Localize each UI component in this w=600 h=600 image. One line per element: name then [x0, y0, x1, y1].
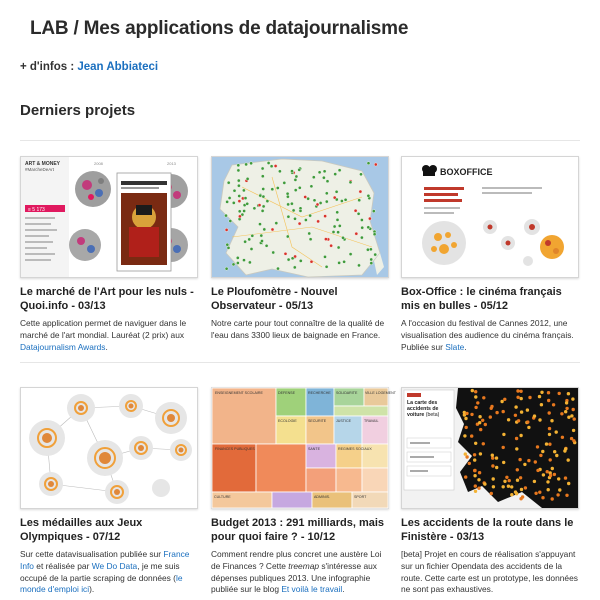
- datajournalism-awards-link[interactable]: Datajournalism Awards: [20, 341, 106, 352]
- project-description: Cette application permet de naviguer dans le marché de l'art mondial. Lauréat (2 prix) aux Datajournalism Awards.: [20, 318, 187, 352]
- project-thumbnail[interactable]: [20, 156, 198, 278]
- cell-label: SOLIDARITE: [336, 391, 358, 395]
- thumb-logo: BOXOFFICE: [440, 167, 493, 177]
- slate-link[interactable]: Slate: [445, 341, 465, 352]
- project-title[interactable]: Budget 2013 : 291 milliards, mais pour quoi faire ? - 10/12: [211, 517, 385, 543]
- cell-label: REGIMES SOCIAUX: [338, 447, 372, 451]
- cell-label: ECOLOGIE: [278, 419, 297, 423]
- project-card-ploufometre[interactable]: [211, 156, 391, 342]
- project-thumbnail[interactable]: [401, 156, 579, 278]
- cell-label: DEFENSE: [278, 391, 295, 395]
- project-title[interactable]: Box-Office : le cinéma français mis en bulles - 05/12: [401, 286, 562, 312]
- project-card-olympics[interactable]: [20, 387, 200, 596]
- project-thumbnail[interactable]: [401, 387, 579, 509]
- cell-label: SANTE: [308, 447, 320, 451]
- thumb-sub: #MarcheDeArt: [25, 167, 55, 172]
- info-label: + d'infos :: [20, 61, 75, 73]
- thumb-panel-title: La carte des accidents de voiture: [407, 400, 439, 418]
- project-title[interactable]: Les accidents de la route dans le Finistère - 03/13: [401, 517, 574, 543]
- project-title[interactable]: Les médailles aux Jeux Olympiques - 07/12: [20, 517, 143, 543]
- author-info: [20, 61, 158, 73]
- page-title: LAB / Mes applications de datajournalisme: [30, 18, 409, 39]
- thumb-button: ≡ 5 173: [28, 207, 45, 213]
- project-card-box-office[interactable]: [401, 156, 581, 353]
- project-card-road-accidents[interactable]: [401, 387, 581, 596]
- scraping-details-link[interactable]: le monde d'emploi ici: [20, 572, 183, 595]
- france-info-link[interactable]: France Info: [20, 549, 190, 571]
- cell-label: RECHERCHE: [308, 391, 331, 395]
- cell-label: SECURITE: [308, 419, 327, 423]
- cell-label: ADMINIS.: [314, 495, 330, 499]
- project-description: [beta] Projet en cours de réalisation s'appuyant sur un fichier Opendata des accidents de la route. Cette carte est un prototype, les données ne sont pas exhaustives.: [401, 549, 578, 595]
- project-description: Comment rendre plus concret une austère Loi de Finances ? Cette treemap s'intéresse aux dépenses publiques 2013. Une infographie publiée sur le blog Et voilà le travail.: [211, 549, 382, 595]
- cell-label: ENSEIGNEMENT SCOLAIRE: [215, 391, 263, 395]
- we-do-data-link[interactable]: We Do Data: [91, 560, 138, 571]
- project-description: Sur cette datavisualisation publiée sur France Info et réalisée par We Do Data, je me suis occupé de la partie scraping de données (le monde d'emploi ici).: [20, 549, 190, 595]
- project-title[interactable]: Le Ploufomètre - Nouvel Observateur - 05/13: [211, 286, 338, 312]
- thumb-header: ART & MONEY: [25, 161, 60, 167]
- project-thumbnail[interactable]: [211, 387, 396, 509]
- project-title[interactable]: Le marché de l'Art pour les nuls - Quoi.info - 03/13: [20, 286, 194, 312]
- project-card-budget[interactable]: [211, 387, 396, 596]
- project-thumbnail[interactable]: [20, 387, 198, 509]
- thumb-year-b: 2013: [167, 161, 176, 166]
- section-divider: [20, 140, 580, 141]
- project-description: Notre carte pour tout connaître de la qualité de l'eau dans 3300 lieux de baignade en France.: [211, 318, 385, 340]
- section-title: Derniers projets: [20, 102, 136, 119]
- cell-label: TRAVAIL: [364, 419, 379, 423]
- author-link[interactable]: Jean Abbiateci: [77, 61, 159, 73]
- cell-label: SPORT: [354, 495, 367, 499]
- et-voila-le-travail-link[interactable]: Et voilà le travail: [281, 584, 343, 595]
- cell-label: VILLE LOGEMENT: [365, 391, 396, 395]
- project-description: A l'occasion du festival de Cannes 2012, une visualisation des audience du cinéma français. Publiée sur Slate.: [401, 318, 574, 352]
- cell-label: CULTURE: [214, 495, 231, 499]
- cell-label: FINANCES PUBLIQUES: [215, 447, 255, 451]
- row-divider: [20, 362, 580, 363]
- cell-label: JUSTICE: [336, 419, 351, 423]
- thumb-year-a: 2008: [94, 161, 103, 166]
- project-thumbnail[interactable]: [211, 156, 389, 278]
- thumb-panel-tag: (beta): [425, 412, 440, 418]
- project-card-art-market[interactable]: [20, 156, 200, 353]
